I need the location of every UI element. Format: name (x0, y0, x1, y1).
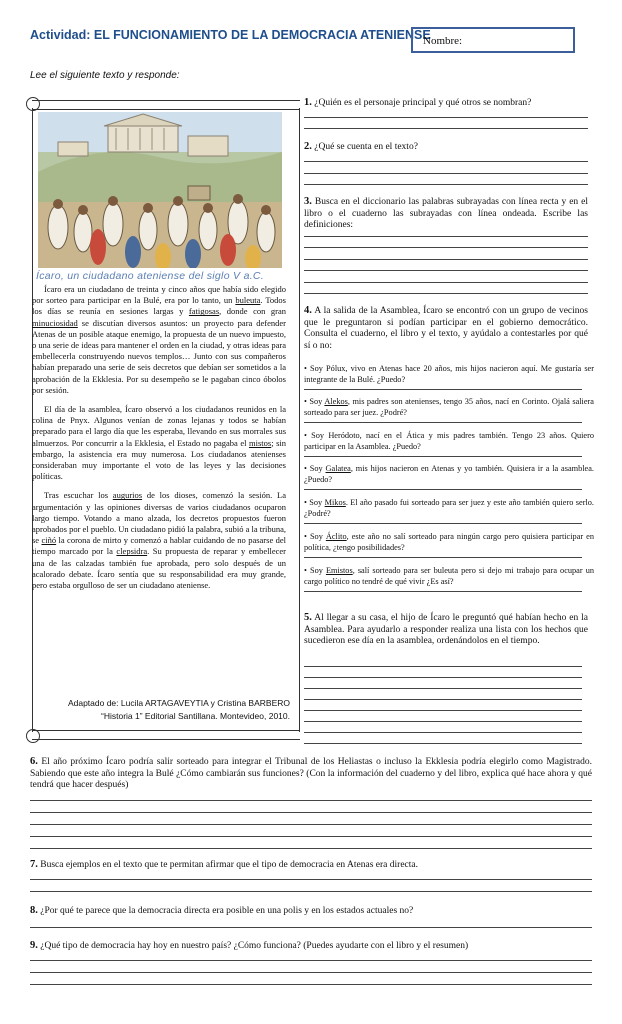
question-number: 3. (304, 196, 312, 207)
answer-line[interactable] (304, 236, 588, 237)
question-1 (304, 97, 588, 110)
answer-line[interactable] (304, 699, 582, 700)
question-text: Busca ejemplos en el texto que te permitan afirmar que el tipo de democracia en Atenas era directa. (40, 860, 418, 870)
question-number: 5. (304, 612, 312, 623)
underlined-term: mistos (248, 437, 272, 448)
question-text: Busca en el diccionario las palabras subrayadas con línea recta y en el libro o el cuaderno las subrayadas con línea ondeada. Escribe las definiciones: (304, 197, 588, 230)
answer-line[interactable] (304, 721, 582, 722)
answer-line[interactable] (304, 591, 582, 592)
answer-line[interactable] (304, 389, 582, 390)
answer-line[interactable] (30, 812, 592, 813)
bullet-icon: • (304, 464, 310, 473)
question-number: 4. (304, 305, 312, 316)
question-text: ¿Quién es el personaje principal y qué otros se nombran? (314, 98, 532, 108)
underlined-term: augurios (112, 490, 143, 501)
question-2 (304, 141, 588, 154)
neighbor-statement: • Soy Pólux, vivo en Atenas hace 20 años, mis hijos nacieron aquí. Me gustaría ser integrante de la Bulé. ¿Puedo? (304, 364, 594, 384)
answer-line[interactable] (304, 184, 588, 185)
answer-line[interactable] (304, 743, 582, 744)
answer-line[interactable] (304, 523, 582, 524)
neighbor-name: Galatea (325, 464, 351, 473)
answer-line[interactable] (304, 688, 582, 689)
underlined-term: ciñó (41, 535, 57, 546)
neighbor-statement: • Soy Alekos, mis padres son atenienses, tengo 35 años, nací en Corinto. Ojalá saliera sorteado para ser juez. ¿Podré? (304, 397, 594, 417)
bullet-icon: • (304, 431, 312, 440)
question-text: ¿Por qué te parece que la democracia directa era posible en una polis y en los estados actuales no? (40, 906, 414, 916)
answer-line[interactable] (30, 960, 592, 961)
neighbor-name: Mikos (324, 498, 346, 507)
source-credit (60, 697, 290, 723)
neighbor-statement: • Soy Galatea, mis hijos nacieron en Atenas y yo también. Quisiera ir a la asamblea. ¿Puedo? (304, 464, 594, 484)
neighbor-name: Emistos (325, 566, 353, 575)
question-7 (30, 859, 592, 872)
reading-paragraph-1: Ícaro era un ciudadano de treinta y cinco años que había sido elegido por sorteo para participar en la Bulé, era por lo tanto, un buleuta. Todos los días se reunía en sesiones largas y fatigosas, donde con gran minuciosidad se discutían diversos asuntos: un proyecto para defender Atenas de un posible ataque enemigo, la propuesta de un nuevo impuesto, o una serie de ideas para mantener el orden en la ciudad, y otras ideas para embellecerla construyendo nuevos templos… Junto con sus compañeros habían preparado una serie de seis decretos que debían ser sometidos a la aprobación de la Ekklesia. Por su desempeño se le pagaban cinco óbolos por sesión. (32, 284, 286, 395)
reading-paragraph-3: Tras escuchar los augurios de los dioses, comenzó la sesión. La argumentación y las opiniones diversas de varios ciudadanos ocuparon largo tiempo. Votando a mano alzada, los decretos propuestos fueron aprobados por el pueblo. Un ciudadano pidió la palabra, subió a la tribuna, se ciñó la corona de mirto y comenzó a hablar cuidando de no pasarse del tiempo marcado por la clepsidra. Su propuesta de reparar y embellecer una de las calzadas también fue aprobada, pero solo después de un acalorado debate. Ícaro sentía que su responsabilidad era muy grande, pero estaba orgulloso de ser un ciudadano ateniense. (32, 490, 286, 591)
question-text: ¿Qué se cuenta en el texto? (314, 142, 418, 152)
neighbor-statement: • Soy Heródoto, nací en el Ática y mis padres también. Tengo 23 años. Quiero participar en la Asamblea. ¿Puedo? (304, 431, 594, 451)
bullet-icon: • (304, 532, 310, 541)
neighbor-statement: • Soy Emistos, salí sorteado para ser buleuta pero si dejo mi trabajo para ocupar un cargo político no tendré de qué vivir ¿Es así? (304, 566, 594, 586)
bullet-icon: • (304, 364, 311, 373)
neighbor-name: Áclito (325, 532, 347, 541)
answer-line[interactable] (30, 891, 592, 892)
instructions: Lee el siguiente texto y responde: (30, 70, 180, 81)
question-text: A la salida de la Asamblea, Ícaro se encontró con un grupo de vecinos que le preguntaron si podían participar en el gobierno democrático. Consulta el cuaderno, el libro y el texto, y ayúdalo a contestarles por qué sí o no: (304, 306, 588, 351)
neighbor-statement: • Soy Áclito, este año no salí sorteado para ningún cargo pero quisiera participar en política, ¿tengo posibilidades? (304, 532, 594, 552)
answer-line[interactable] (304, 557, 582, 558)
answer-line[interactable] (304, 732, 582, 733)
question-4 (304, 305, 588, 352)
answer-line[interactable] (30, 984, 592, 985)
question-8 (30, 905, 592, 918)
page-title: Actividad: EL FUNCIONAMIENTO DE LA DEMOCRACIA ATENIENSE (30, 28, 431, 42)
answer-line[interactable] (304, 282, 588, 283)
illustration-caption: Ícaro, un ciudadano ateniense del siglo V a.C. (36, 270, 265, 282)
answer-line[interactable] (304, 489, 582, 490)
credit-publication: “Historia 1” Editorial Santillana. Montevideo, 2010. (101, 711, 290, 721)
bullet-icon: • (304, 566, 310, 575)
answer-line[interactable] (304, 117, 588, 118)
neighbor-name: Alekos (324, 397, 348, 406)
answer-line[interactable] (304, 259, 588, 260)
answer-line[interactable] (304, 128, 588, 129)
answer-line[interactable] (30, 824, 592, 825)
question-number: 2. (304, 141, 312, 152)
answer-line[interactable] (304, 270, 588, 271)
answer-line[interactable] (30, 927, 592, 928)
credit-authors: Adaptado de: Lucila ARTAGAVEYTIA y Cristina BARBERO (67, 698, 290, 708)
answer-line[interactable] (30, 972, 592, 973)
underlined-term: minuciosidad (32, 317, 78, 328)
answer-line[interactable] (304, 710, 582, 711)
answer-line[interactable] (304, 677, 582, 678)
bullet-icon: • (304, 498, 310, 507)
answer-line[interactable] (304, 173, 588, 174)
bullet-icon: • (304, 397, 310, 406)
reading-paragraph-2: El día de la asamblea, Ícaro observó a los ciudadanos reunidos en la colina de Pnyx. Algunos venían de zonas lejanas y todos se habían preparado para el largo día que les esperaba, llevando en sus morrales sus almuerzos. Por concurrir a la Ekklesia, el Estado no pagaba el mistos; sin embargo, la asistencia era muy numerosa. Los ciudadanos atenienses consideraban muy importante el voto de las leyes y las decisiones políticas. (32, 404, 286, 482)
underlined-term: clepsidra (116, 546, 148, 557)
answer-line[interactable] (30, 848, 592, 849)
answer-line[interactable] (304, 247, 588, 248)
question-number: 8. (30, 905, 38, 916)
question-9 (30, 940, 592, 953)
answer-line[interactable] (30, 800, 592, 801)
underlined-term: buleuta (235, 295, 261, 306)
answer-line[interactable] (30, 879, 592, 880)
answer-line[interactable] (304, 666, 582, 667)
answer-line[interactable] (30, 836, 592, 837)
reading-text (32, 284, 286, 599)
answer-line[interactable] (304, 161, 588, 162)
answer-line[interactable] (304, 422, 582, 423)
underlined-term: fatigosas (188, 306, 220, 317)
question-5 (304, 612, 588, 648)
question-number: 9. (30, 940, 38, 951)
question-3 (304, 196, 588, 232)
answer-line[interactable] (304, 456, 582, 457)
answer-line[interactable] (304, 293, 588, 294)
question-number: 6. (30, 756, 38, 767)
question-number: 7. (30, 859, 38, 870)
question-text: ¿Qué tipo de democracia hay hoy en nuestro país? ¿Cómo funciona? (Puedes ayudarte con el libro y el resumen) (40, 941, 469, 951)
question-text: El año próximo Ícaro podría salir sorteado para integrar el Tribunal de los Heliastas o incluso la Ekklesia podría elegirlo como Magistrado. Sabiendo que este año integra la Bulé ¿Cómo cambiarán sus funciones? (Con la información del cuaderno y del libro, explica qué hace ahora y qué tendrá que hacer después) (30, 757, 592, 790)
neighbor-statement: • Soy Mikos. El año pasado fui sorteado para ser juez y este año también quiero serlo. ¿Podré? (304, 498, 594, 518)
name-field[interactable] (411, 27, 575, 53)
name-label: Nombre: (423, 35, 463, 47)
question-6 (30, 756, 592, 792)
question-number: 1. (304, 97, 312, 108)
assembly-illustration (38, 112, 282, 268)
question-text: Al llegar a su casa, el hijo de Ícaro le preguntó qué habían hecho en la Asamblea. Para ayudarlo a responder realiza una lista con los hechos que sucedieron ese día en la asamblea, ordenándolos en el tiempo. (304, 613, 588, 646)
